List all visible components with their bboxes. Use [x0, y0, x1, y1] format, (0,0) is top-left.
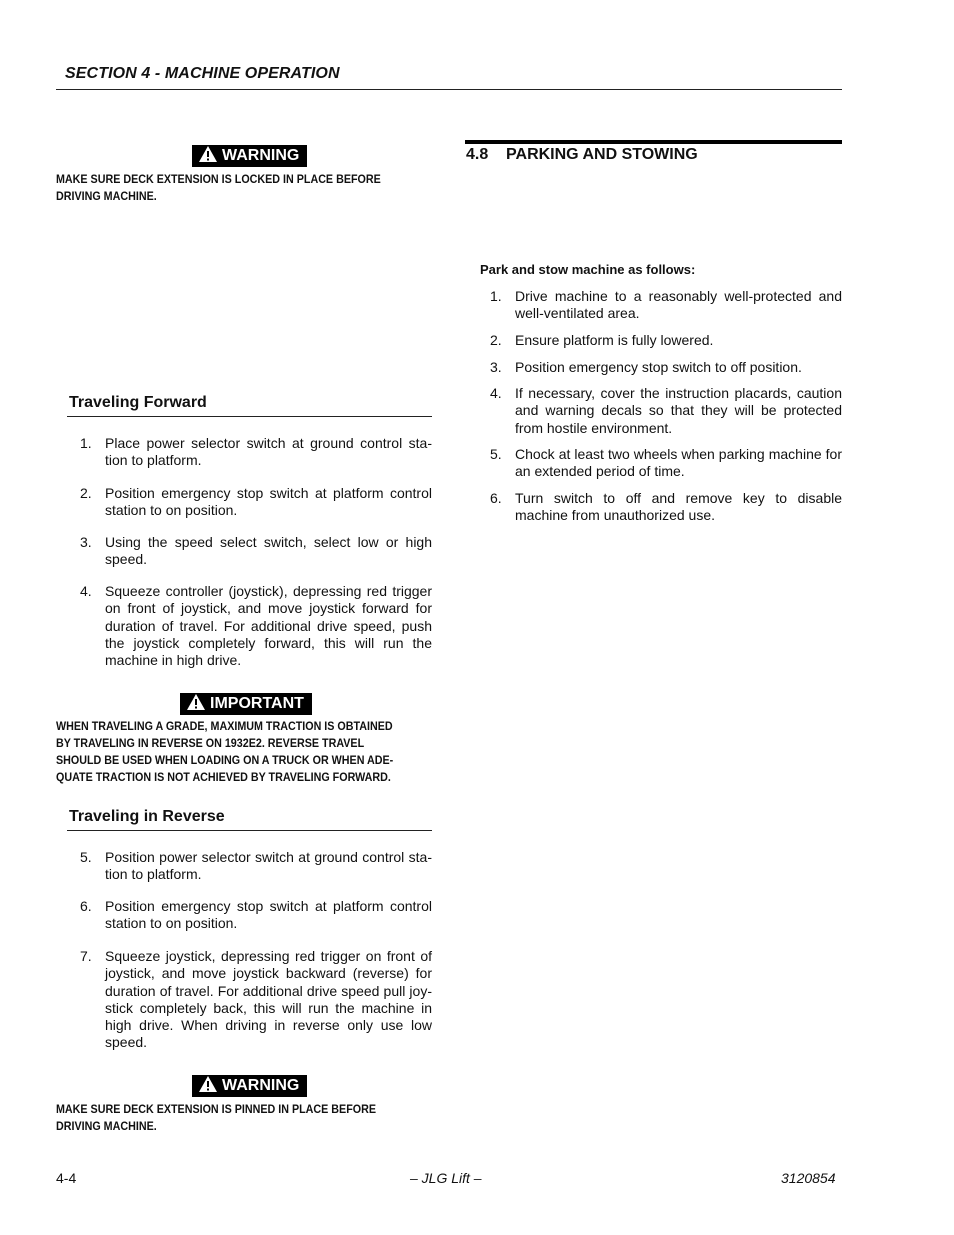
section-rule [465, 140, 842, 144]
warning-label: WARNING [222, 147, 300, 164]
warning-triangle-icon [186, 693, 206, 711]
warning-triangle-icon [198, 1075, 218, 1093]
subheading-rule [67, 416, 432, 417]
warning-triangle-icon [198, 145, 218, 163]
warning-text: MAKE SURE DECK EXTENSION IS PINNED IN PLACE BEFORE DRIVING MACHINE. [56, 1102, 377, 1133]
parking-section-title: 4.8 PARKING AND STOWING [466, 146, 698, 163]
important-badge [180, 693, 312, 715]
section-title: SECTION 4 - MACHINE OPERATION [65, 65, 340, 82]
warning-badge [192, 1075, 307, 1097]
important-label: IMPORTANT [210, 695, 304, 712]
subheading-rule [67, 830, 432, 831]
parking-intro: Park and stow machine as follows: [480, 262, 696, 277]
page-number: 4-4 [56, 1170, 77, 1186]
header-rule [56, 89, 842, 90]
warning-badge [192, 145, 307, 167]
warning-text: MAKE SURE DECK EXTENSION IS LOCKED IN PLACE BEFORE DRIVING MACHINE. [56, 172, 381, 203]
warning-label: WARNING [222, 1077, 300, 1094]
important-text: WHEN TRAVELING A GRADE, MAXIMUM TRACTION IS OBTAINED BY TRAVELING IN REVERSE ON 1932E2. REVERSE TRAVEL SHOULD BE USED WHEN LOADING ON A TRUCK OR WHEN ADE- QUATE TRACTION IS NOT ACHIEVED BY TRAVELING FORWARD. [56, 719, 394, 784]
traveling-forward-heading: Traveling Forward [69, 394, 207, 411]
traveling-reverse-heading: Traveling in Reverse [69, 808, 225, 825]
footer-brand: – JLG Lift – [410, 1170, 482, 1186]
document-number: 3120854 [781, 1170, 836, 1186]
